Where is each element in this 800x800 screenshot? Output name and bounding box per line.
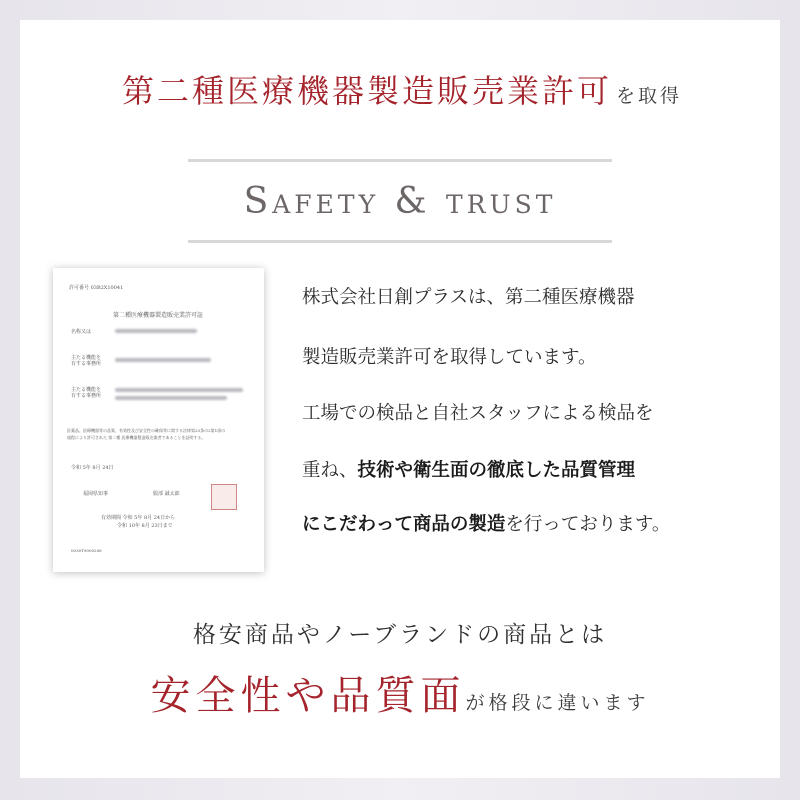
body-line-4 — [302, 462, 635, 481]
doc-number: 許可番号 03B2X10041 — [69, 285, 124, 291]
headline — [0, 66, 800, 112]
closing-tail: が格段に違います — [465, 692, 650, 714]
doc-office-label1b: 有する事務所 — [71, 361, 102, 367]
redacted-office2b — [115, 396, 227, 400]
redacted-office2a — [115, 388, 243, 392]
doc-statement2: 規程により許可された 第二種 医療機器製造販売業者であることを証明する。 — [67, 435, 206, 440]
body-line-3: 工場での検品と自社スタッフによる検品を — [302, 403, 654, 424]
closing-statement — [0, 664, 800, 721]
doc-issuer-name: 服部 誠太郎 — [153, 491, 180, 497]
body-line-5b: を行っております。 — [505, 514, 671, 535]
body-line-5-emphasis: にこだわって商品の製造 — [302, 514, 506, 535]
banner-text: Safety & trust — [243, 180, 557, 222]
headline-tail: を取得 — [616, 85, 683, 107]
comparison-lead: 格安商品やノーブランドの商品とは — [192, 622, 608, 648]
doc-office-label2: 主たる機能を — [71, 387, 102, 393]
closing-accent: 安全性や品質面 — [150, 673, 466, 719]
doc-office-label2b: 有する事務所 — [71, 393, 102, 399]
redacted-name — [115, 329, 197, 333]
body-line-5 — [302, 516, 670, 535]
doc-validity2: 令和 10年 8月 23日まで — [117, 523, 173, 529]
doc-statement: 医薬品、医療機器等の品質、有効性及び安全性の確保等に関する法律第23条の2第1項の — [67, 428, 226, 433]
doc-serial: 0030T9000206 — [71, 548, 102, 553]
headline-accent: 第二種医療機器製造販売業許可 — [118, 66, 616, 112]
body-line-2: 製造販売業許可を取得しています。 — [302, 347, 597, 368]
body-line-1: 株式会社日創プラスは、第二種医療機器 — [302, 287, 635, 308]
body-line-4a: 重ね、 — [302, 460, 358, 481]
doc-title: 第二種医療機器製造販売業許可証 — [113, 312, 204, 319]
doc-office-label1: 主たる機能を — [71, 355, 102, 361]
doc-date: 令和 5年 8月 24日 — [71, 465, 114, 471]
doc-name-label: 名称又は — [71, 329, 92, 335]
license-document-image — [53, 268, 264, 572]
official-seal-icon — [211, 484, 237, 510]
safety-banner — [188, 159, 612, 243]
doc-validity1: 有効期間 令和 5年 8月 24日から — [101, 515, 176, 521]
redacted-office1 — [115, 358, 211, 362]
doc-issuer: 福岡県知事 — [83, 491, 109, 497]
body-line-4-emphasis: 技術や衛生面の徹底した品質管理 — [357, 460, 636, 481]
